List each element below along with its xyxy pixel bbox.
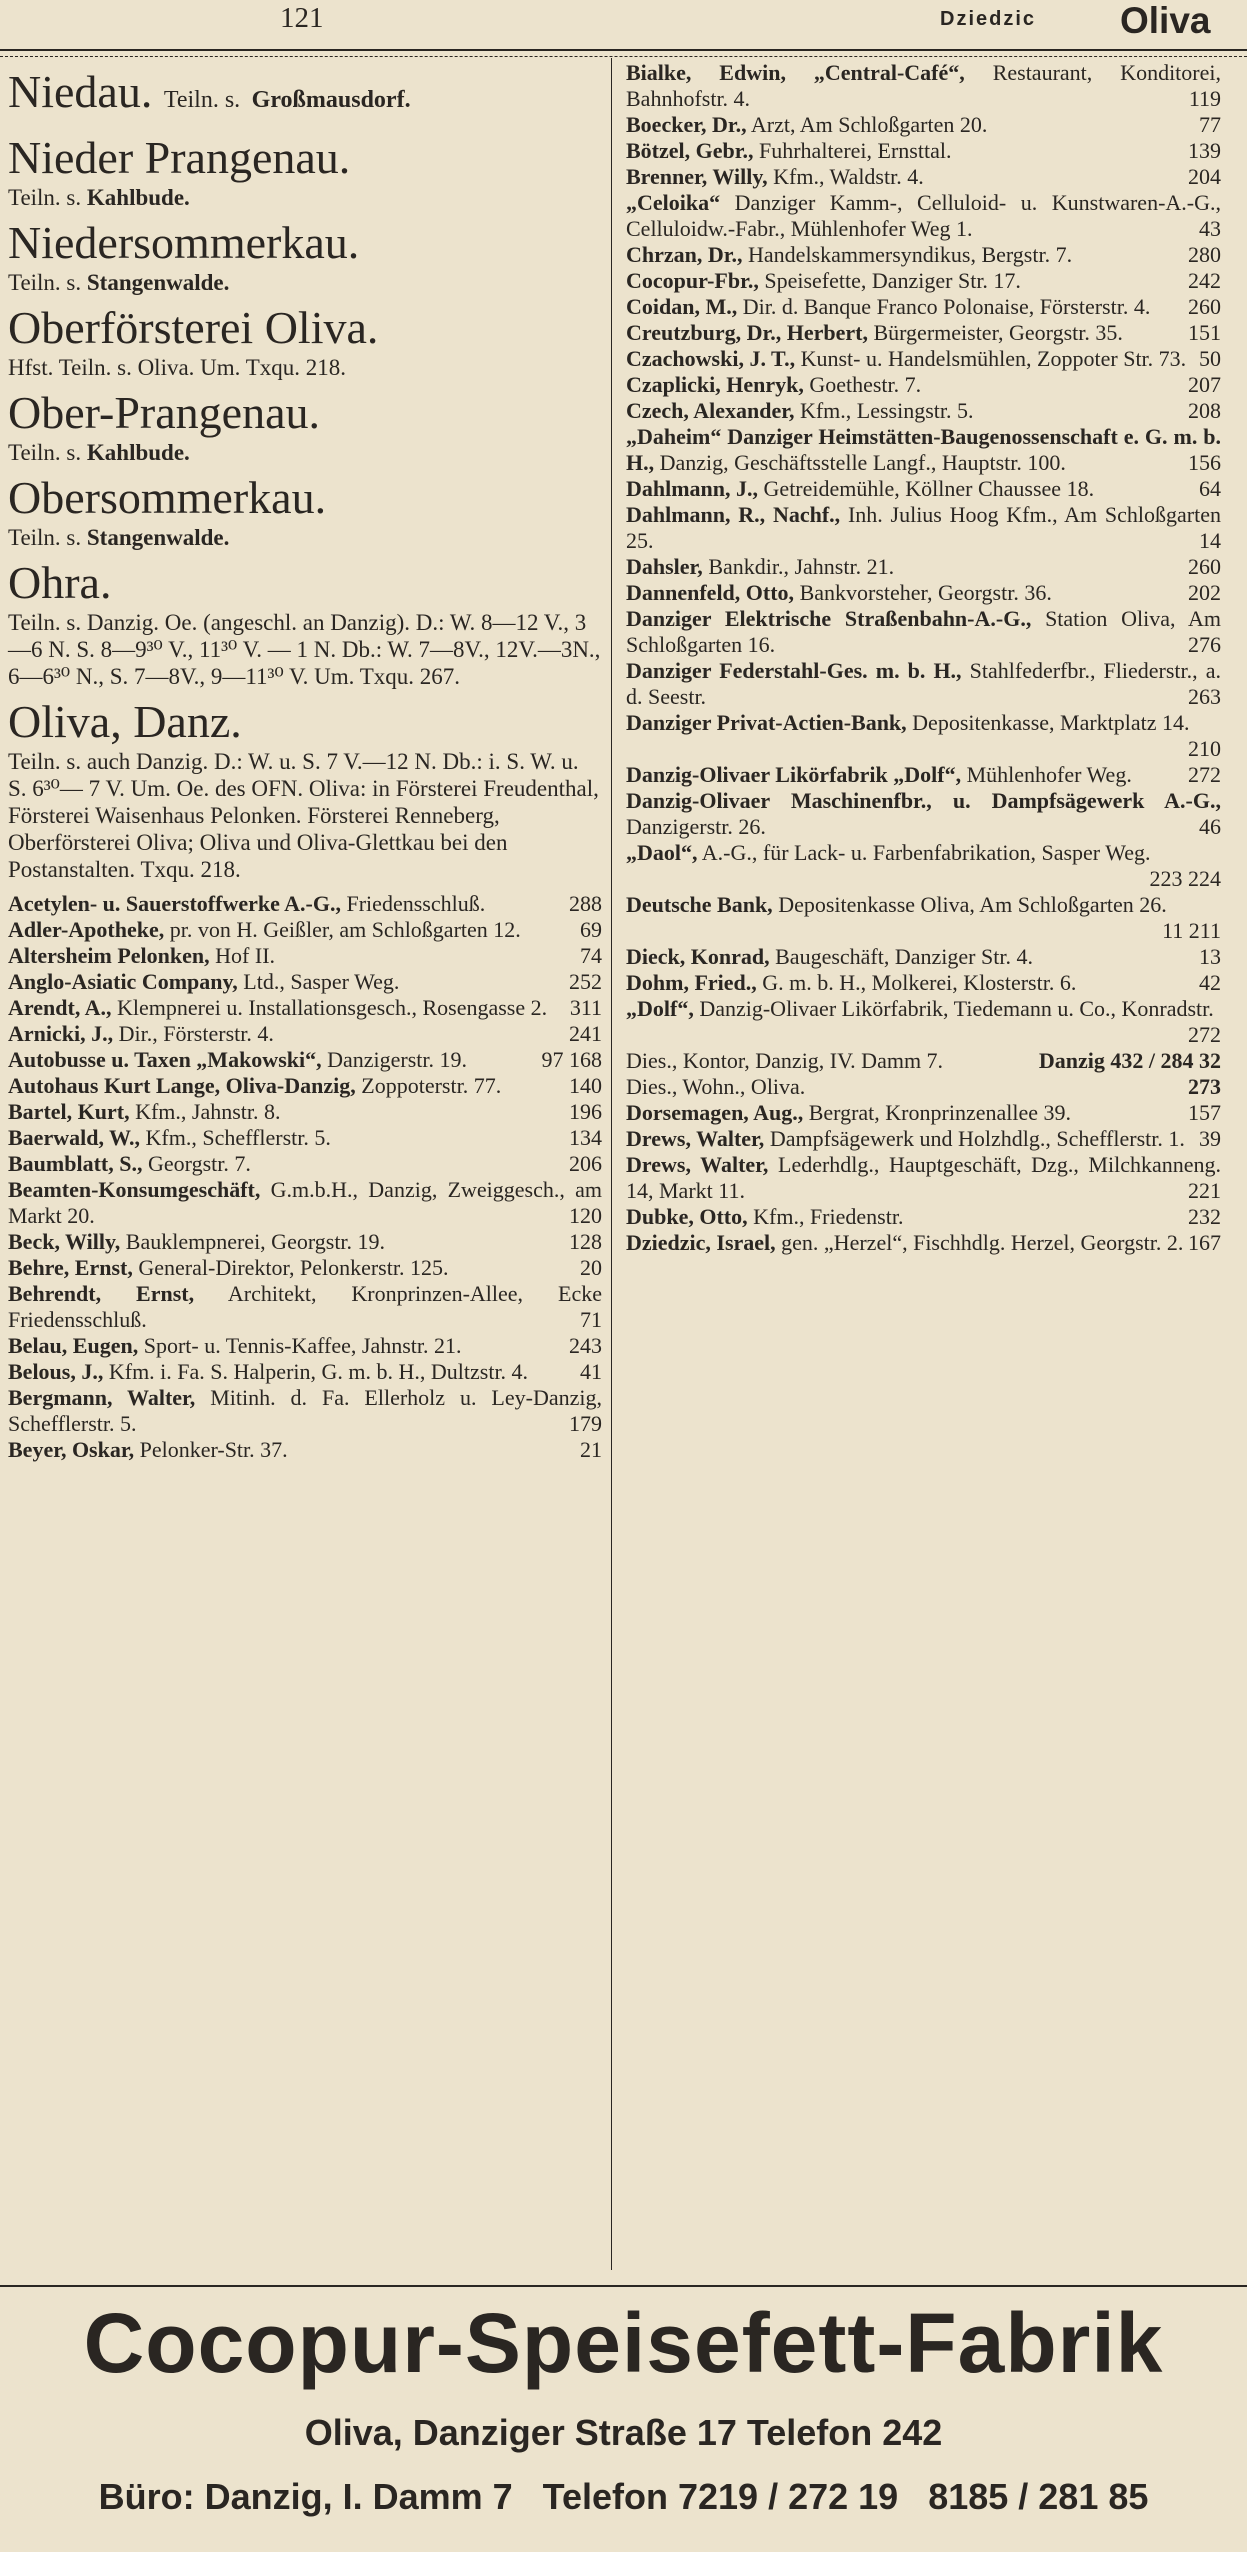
directory-entry: [8, 1073, 602, 1099]
entry-details: Getreidemühle, Köllner Chaussee 18.: [763, 476, 1095, 501]
entry-details: Danzig-Olivaer Likörfabrik, Tiedemann u. Co., Konradstr.: [699, 996, 1214, 1021]
directory-entry: [626, 502, 1221, 554]
place-block: [8, 66, 602, 126]
entry-name: Dorsemagen, Aug.,: [626, 1100, 804, 1125]
entry-name: Deutsche Bank,: [626, 892, 773, 917]
entry-details: Mitinh. d. Fa. Ellerholz u. Ley-Danzig, Schefflerstr. 5.: [8, 1385, 602, 1436]
entry-details: G. m. b. H., Molkerei, Klosterstr. 6.: [762, 970, 1077, 995]
place-title: Oliva,: [8, 696, 122, 747]
place-block: [8, 217, 602, 296]
directory-entry: [8, 1047, 602, 1073]
phone-number: 50: [1199, 346, 1221, 371]
entry-details: gen. „Herzel“, Fischhdlg. Herzel, Georgstr. 2.: [781, 1230, 1184, 1255]
directory-entry: [626, 112, 1221, 138]
entry-details: Depositenkasse Oliva, Am Schloßgarten 26.: [778, 892, 1167, 917]
phone-number: 196: [569, 1099, 602, 1124]
directory-entry: [8, 1255, 602, 1281]
entry-details: Stahlfederfbr., Fliederstr., a. d. Seestr.: [626, 658, 1221, 709]
directory-entry: [8, 1021, 602, 1047]
place-note-prefix: Teiln. s.: [8, 185, 82, 210]
entry-details: G.m.b.H., Danzig, Zweiggesch., am Markt 20.: [8, 1177, 603, 1228]
entry-name: Behre, Ernst,: [8, 1255, 133, 1280]
running-head-keyword: Dziedzic: [940, 8, 1037, 30]
right-entry-list: [626, 60, 1221, 1256]
entry-details: Bankdir., Jahnstr. 21.: [708, 554, 895, 579]
directory-entry: [626, 1074, 1221, 1100]
entry-name: Beamten-Konsumgeschäft,: [8, 1177, 261, 1202]
place-title: Oberförsterei Oliva.: [8, 302, 379, 353]
phone-number: 252: [569, 969, 602, 994]
entry-name: Dahsler,: [626, 554, 703, 579]
entry-name: Dieck, Konrad,: [626, 944, 770, 969]
phone-number: 179: [569, 1411, 602, 1436]
entry-details: Inh. Julius Hoog Kfm., Am Schloßgarten 25.: [626, 502, 1221, 553]
directory-entry: [8, 1125, 602, 1151]
entry-details: Hof II.: [215, 943, 276, 968]
entry-details: Bauklempnerei, Georgstr. 19.: [125, 1229, 386, 1254]
entry-name: Beck, Willy,: [8, 1229, 121, 1254]
directory-entry: [626, 606, 1221, 658]
directory-entry: [626, 658, 1221, 710]
entry-name: Behrendt, Ernst,: [8, 1281, 195, 1306]
entry-details: Kfm., Schefflerstr. 5.: [145, 1125, 331, 1150]
entry-name: Dubke, Otto,: [626, 1204, 748, 1229]
entry-details: Mühlenhofer Weg.: [966, 762, 1132, 787]
entry-details: Kfm., Lessingstr. 5.: [799, 398, 974, 423]
directory-entry: [626, 164, 1221, 190]
directory-entry: [626, 1100, 1221, 1126]
entry-name: „Celoika“: [626, 190, 721, 215]
entry-name: „Dolf“,: [626, 996, 694, 1021]
directory-entry: [626, 1152, 1221, 1204]
phone-number: 263: [1188, 684, 1221, 709]
place-note: Teiln. s. Danzig. Oe. (angeschl. an Danzig). D.: W. 8—12 V., 3—6 N. S. 8—9³⁰ V., 11³⁰ V. — 1 N. Db.: W. 7—8V., 12V.—3N., 6—6³⁰ N., S. 7—8V., 9—11³⁰ V. Um. Txqu. 267.: [8, 610, 601, 689]
entry-details: Danzig, Geschäftsstelle Langf., Hauptstr. 100.: [659, 450, 1066, 475]
directory-entry: [8, 1151, 602, 1177]
entry-name: „Daheim“ Danziger Heimstätten-Baugenossenschaft e. G. m. b. H.,: [626, 424, 1221, 475]
entry-name: Drews, Walter,: [626, 1152, 769, 1177]
directory-entry: [626, 424, 1221, 476]
entry-details: Bürgermeister, Georgstr. 35.: [873, 320, 1123, 345]
entry-details: A.-G., für Lack- u. Farbenfabrikation, Sasper Weg.: [701, 840, 1151, 865]
place-title: Ober-Prangenau.: [8, 387, 321, 438]
place-title-suffix: Danz.: [133, 696, 242, 747]
directory-entry: [626, 580, 1221, 606]
directory-entry: [8, 1099, 602, 1125]
place-note-bold: Kahlbude.: [86, 185, 190, 210]
directory-entry: [626, 138, 1221, 164]
entry-name: Bialke, Edwin, „Central-Café“,: [626, 60, 965, 85]
phone-number: 207: [1188, 372, 1221, 397]
entry-name: Danziger Privat-Actien-Bank,: [626, 710, 907, 735]
phone-number: 41: [580, 1359, 602, 1384]
phone-number: 260: [1188, 294, 1221, 319]
phone-number: Danzig 432 / 284 32: [1038, 1048, 1221, 1073]
phone-number: 311: [569, 995, 602, 1020]
place-note-prefix: Teiln. s.: [8, 270, 82, 295]
phone-number: 42: [1199, 970, 1221, 995]
place-note: [8, 439, 602, 466]
entry-details: Dies., Kontor, Danzig, IV. Damm 7.: [626, 1048, 944, 1073]
entry-name: Bergmann, Walter,: [8, 1385, 196, 1410]
entry-name: Danziger Elektrische Straßenbahn-A.-G.,: [626, 606, 1032, 631]
directory-entry: [626, 996, 1221, 1048]
right-column: [626, 60, 1221, 1256]
entry-name: Bartel, Kurt,: [8, 1099, 130, 1124]
entry-details: Depositenkasse, Marktplatz 14.: [912, 710, 1190, 735]
phone-number: 21: [580, 1437, 602, 1462]
directory-entry: [8, 1229, 602, 1255]
place-note: [8, 524, 602, 551]
entry-name: Belous, J.,: [8, 1359, 104, 1384]
entry-details: Bergrat, Kronprinzenallee 39.: [808, 1100, 1071, 1125]
entry-name: Dahlmann, J.,: [626, 476, 759, 501]
phone-number: 156: [1188, 450, 1221, 475]
entry-name: Adler-Apotheke,: [8, 917, 165, 942]
place-heading: [8, 557, 602, 609]
entry-details: Handelskammersyndikus, Bergstr. 7.: [748, 242, 1073, 267]
place-block: [8, 387, 602, 466]
entry-name: Baerwald, W.,: [8, 1125, 141, 1150]
entry-name: Cocopur-Fbr.,: [626, 268, 759, 293]
directory-entry: [626, 970, 1221, 996]
phone-number: 128: [569, 1229, 602, 1254]
entry-name: Altersheim Pelonken,: [8, 943, 210, 968]
phone-number: 288: [569, 891, 602, 916]
directory-entry: [626, 268, 1221, 294]
entry-details: Architekt, Kronprinzen-Allee, Ecke Friedensschluß.: [8, 1281, 602, 1332]
entry-name: Creutzburg, Dr., Herbert,: [626, 320, 868, 345]
entry-name: Dziedzic, Israel,: [626, 1230, 776, 1255]
directory-entry: [626, 294, 1221, 320]
place-note: [8, 184, 602, 211]
phone-number: 221: [1188, 1178, 1221, 1203]
place-heading: [8, 132, 602, 184]
directory-entry: [626, 1126, 1221, 1152]
advertisement-rule: [0, 2285, 1247, 2287]
place-note: Hfst. Teiln. s. Oliva. Um. Txqu. 218.: [8, 355, 347, 380]
place-note-bold: Großmausdorf.: [251, 87, 411, 113]
entry-details: Ltd., Sasper Weg.: [243, 969, 400, 994]
phone-number: 223 224: [1149, 866, 1221, 891]
entry-name: Bötzel, Gebr.,: [626, 138, 754, 163]
entry-name: Dohm, Fried.,: [626, 970, 757, 995]
phone-number: 119: [1188, 86, 1221, 111]
phone-number: 242: [1188, 268, 1221, 293]
phone-number: 210: [1188, 736, 1221, 761]
entry-details: Restaurant, Konditorei, Bahnhofstr. 4.: [626, 60, 1221, 111]
phone-number: 13: [1199, 944, 1221, 969]
phone-number: 280: [1188, 242, 1221, 267]
directory-entry: [626, 710, 1221, 762]
place-note-prefix: Teiln. s.: [8, 440, 82, 465]
entry-details: Kfm., Jahnstr. 8.: [135, 1099, 281, 1124]
directory-entry: [8, 1281, 602, 1333]
directory-entry: [626, 320, 1221, 346]
entry-name: Autohaus Kurt Lange, Oliva-Danzig,: [8, 1073, 356, 1098]
phone-number: 14: [1199, 528, 1221, 553]
entry-name: Coidan, M.,: [626, 294, 738, 319]
phone-number: 69: [580, 917, 602, 942]
directory-entry: [626, 1204, 1221, 1230]
place-heading: [8, 696, 602, 748]
place-note-bold: Stangenwalde.: [86, 525, 230, 550]
entry-details: Klempnerei u. Installationsgesch., Rosengasse 2.: [117, 995, 548, 1020]
phone-number: 97 168: [541, 1047, 602, 1072]
directory-entry: [626, 60, 1221, 112]
entry-details: General-Direktor, Pelonkerstr. 125.: [138, 1255, 449, 1280]
phone-number: 77: [1199, 112, 1221, 137]
entry-details: Danziger Kamm-, Celluloid- u. Kunstwaren-A.-G., Celluloidw.-Fabr., Mühlenhofer Weg 1.: [626, 190, 1222, 241]
advertisement-address: Oliva, Danziger Straße 17 Telefon 242: [304, 2412, 943, 2453]
phone-number: 140: [569, 1073, 602, 1098]
entry-details: Kfm. i. Fa. S. Halperin, G. m. b. H., Dultzstr. 4.: [108, 1359, 529, 1384]
phone-number: 46: [1199, 814, 1221, 839]
entry-name: „Daol“,: [626, 840, 698, 865]
phone-number: 120: [569, 1203, 602, 1228]
phone-number: 134: [569, 1125, 602, 1150]
entry-name: Chrzan, Dr.,: [626, 242, 743, 267]
phone-number: 20: [580, 1255, 602, 1280]
entry-details: Arzt, Am Schloßgarten 20.: [750, 112, 988, 137]
directory-entry: [626, 398, 1221, 424]
entry-details: Georgstr. 7.: [147, 1151, 251, 1176]
phone-number: 273: [1188, 1074, 1221, 1099]
phone-number: 11 211: [1162, 918, 1221, 943]
directory-entry: [626, 762, 1221, 788]
phone-number: 71: [580, 1307, 602, 1332]
entry-name: Boecker, Dr.,: [626, 112, 747, 137]
entry-details: Goethestr. 7.: [809, 372, 922, 397]
phone-number: 204: [1188, 164, 1221, 189]
phone-number: 206: [569, 1151, 602, 1176]
advertisement-title: Cocopur-Speisefett-Fabrik: [83, 2296, 1164, 2390]
directory-entry: [8, 1359, 602, 1385]
entry-name: Arendt, A.,: [8, 995, 112, 1020]
directory-entry: [8, 943, 602, 969]
entry-details: Fuhrhalterei, Ernsttal.: [759, 138, 952, 163]
left-entry-list: [8, 891, 602, 1463]
directory-entry: [626, 1048, 1221, 1074]
entry-details: Kunst- u. Handelsmühlen, Zoppoter Str. 73.: [800, 346, 1187, 371]
entry-name: Anglo-Asiatic Company,: [8, 969, 238, 994]
entry-name: Acetylen- u. Sauerstoffwerke A.-G.,: [8, 891, 341, 916]
entry-name: Czaplicki, Henryk,: [626, 372, 804, 397]
place-heading: [8, 387, 602, 439]
column-divider: [611, 58, 612, 2270]
directory-entry: [626, 788, 1221, 840]
entry-details: Baugeschäft, Danziger Str. 4.: [775, 944, 1033, 969]
place-block: [8, 472, 602, 551]
directory-entry: [8, 1385, 602, 1437]
entry-details: Danzigerstr. 19.: [327, 1047, 468, 1072]
entry-name: Danziger Federstahl-Ges. m. b. H.,: [626, 658, 962, 683]
phone-number: 157: [1188, 1100, 1221, 1125]
entry-details: pr. von H. Geißler, am Schloßgarten 12.: [169, 917, 521, 942]
entry-details: Danzigerstr. 26.: [626, 814, 766, 839]
directory-entry: [626, 372, 1221, 398]
phone-number: 39: [1199, 1126, 1221, 1151]
place-heading: [8, 217, 602, 269]
entry-name: Autobusse u. Taxen „Makowski“,: [8, 1047, 322, 1072]
directory-entry: [626, 892, 1221, 944]
place-title: Obersommerkau.: [8, 472, 327, 523]
directory-entry: [8, 995, 602, 1021]
phone-number: 260: [1188, 554, 1221, 579]
phone-number: 64: [1199, 476, 1221, 501]
entry-details: Kfm., Friedenstr.: [753, 1204, 904, 1229]
entry-details: Dies., Wohn., Oliva.: [626, 1074, 806, 1099]
entry-name: Drews, Walter,: [626, 1126, 765, 1151]
directory-entry: [626, 346, 1221, 372]
entry-details: Dampfsägewerk und Holzhdlg., Schefflerstr. 1.: [769, 1126, 1185, 1151]
advertisement-office: Büro: Danzig, I. Damm 7 Telefon 7219 / 272 19 8185 / 281 85: [98, 2476, 1149, 2517]
directory-entry: [8, 917, 602, 943]
entry-details: Kfm., Waldstr. 4.: [773, 164, 924, 189]
entry-name: Belau, Eugen,: [8, 1333, 139, 1358]
directory-entry: [626, 242, 1221, 268]
directory-entry: [8, 1177, 602, 1229]
place-heading: [8, 472, 602, 524]
directory-entry: [626, 190, 1221, 242]
directory-entry: [626, 1230, 1221, 1256]
directory-entry: [626, 840, 1221, 892]
entry-details: Sport- u. Tennis-Kaffee, Jahnstr. 21.: [143, 1333, 462, 1358]
entry-name: Czech, Alexander,: [626, 398, 795, 423]
place-note-prefix: Teiln. s.: [163, 87, 241, 113]
phone-number: 202: [1188, 580, 1221, 605]
directory-entry: [8, 1333, 602, 1359]
phone-number: 232: [1188, 1204, 1221, 1229]
directory-entry: [626, 554, 1221, 580]
entry-name: Baumblatt, S.,: [8, 1151, 143, 1176]
header-rule: [0, 49, 1247, 51]
entry-details: Bankvorsteher, Georgstr. 36.: [799, 580, 1052, 605]
entry-details: Friedensschluß.: [346, 891, 486, 916]
place-headings: [8, 66, 602, 883]
entry-details: Speisefette, Danziger Str. 17.: [764, 268, 1021, 293]
phone-number: 74: [580, 943, 602, 968]
phone-number: 272: [1188, 1022, 1221, 1047]
phone-number: 272: [1188, 762, 1221, 787]
header-rule-dashed: [0, 56, 1247, 57]
entry-details: Station Oliva, Am Schloßgarten 16.: [626, 606, 1222, 657]
phone-number: 208: [1188, 398, 1221, 423]
entry-name: Dahlmann, R., Nachf.,: [626, 502, 841, 527]
entry-name: Arnicki, J.,: [8, 1021, 114, 1046]
page-number: 121: [280, 2, 324, 34]
left-column: [8, 60, 602, 1463]
entry-name: Danzig-Olivaer Likörfabrik „Dolf“,: [626, 762, 962, 787]
place-block: [8, 557, 602, 690]
place-heading: [8, 66, 602, 126]
entry-name: Dannenfeld, Otto,: [626, 580, 795, 605]
directory-entry: [8, 969, 602, 995]
place-note: [8, 269, 602, 296]
directory-entry: [626, 476, 1221, 502]
place-note-prefix: Teiln. s.: [8, 525, 82, 550]
place-title: Ohra.: [8, 557, 112, 608]
place-heading: [8, 302, 602, 354]
entry-details: Dir. d. Banque Franco Polonaise, Försterstr. 4.: [742, 294, 1151, 319]
entry-details: Zoppoterstr. 77.: [361, 1073, 502, 1098]
phone-number: 276: [1188, 632, 1221, 657]
directory-entry: [8, 1437, 602, 1463]
phone-number: 43: [1199, 216, 1221, 241]
place-note-bold: Stangenwalde.: [86, 270, 230, 295]
entry-name: Brenner, Willy,: [626, 164, 768, 189]
place-note: Teiln. s. auch Danzig. D.: W. u. S. 7 V.—12 N. Db.: i. S. W. u. S. 6³⁰— 7 V. Um. Oe. des OFN. Oliva: in Försterei Freudenthal, Försterei Waisenhaus Pelonken. Försterei Renneberg, Oberförsterei Oliva; Oliva und Oliva-Glettkau bei den Postanstalten. Txqu. 218.: [8, 749, 599, 882]
phone-number: 139: [1188, 138, 1221, 163]
place-title: Nieder Prangenau.: [8, 132, 351, 183]
directory-entry: [8, 891, 602, 917]
place-block: [8, 302, 602, 381]
place-block: [8, 696, 602, 883]
place-note-bold: Kahlbude.: [86, 440, 190, 465]
place-block: [8, 132, 602, 211]
place-title: Niedau.: [8, 66, 153, 117]
phone-number: 167: [1188, 1230, 1221, 1255]
phone-number: 241: [569, 1021, 602, 1046]
phone-number: 151: [1188, 320, 1221, 345]
entry-details: Lederhdlg., Hauptgeschäft, Dzg., Milchkanneng. 14, Markt 11.: [626, 1152, 1222, 1203]
directory-entry: [626, 944, 1221, 970]
entry-name: Beyer, Oskar,: [8, 1437, 135, 1462]
entry-name: Czachowski, J. T.,: [626, 346, 796, 371]
phone-number: 243: [569, 1333, 602, 1358]
running-head-city: Oliva: [1120, 0, 1211, 41]
place-title: Niedersommerkau.: [8, 217, 360, 268]
entry-details: Dir., Försterstr. 4.: [118, 1021, 274, 1046]
entry-name: Danzig-Olivaer Maschinenfbr., u. Dampfsägewerk A.-G.,: [626, 788, 1221, 813]
entry-details: Pelonker-Str. 37.: [139, 1437, 288, 1462]
